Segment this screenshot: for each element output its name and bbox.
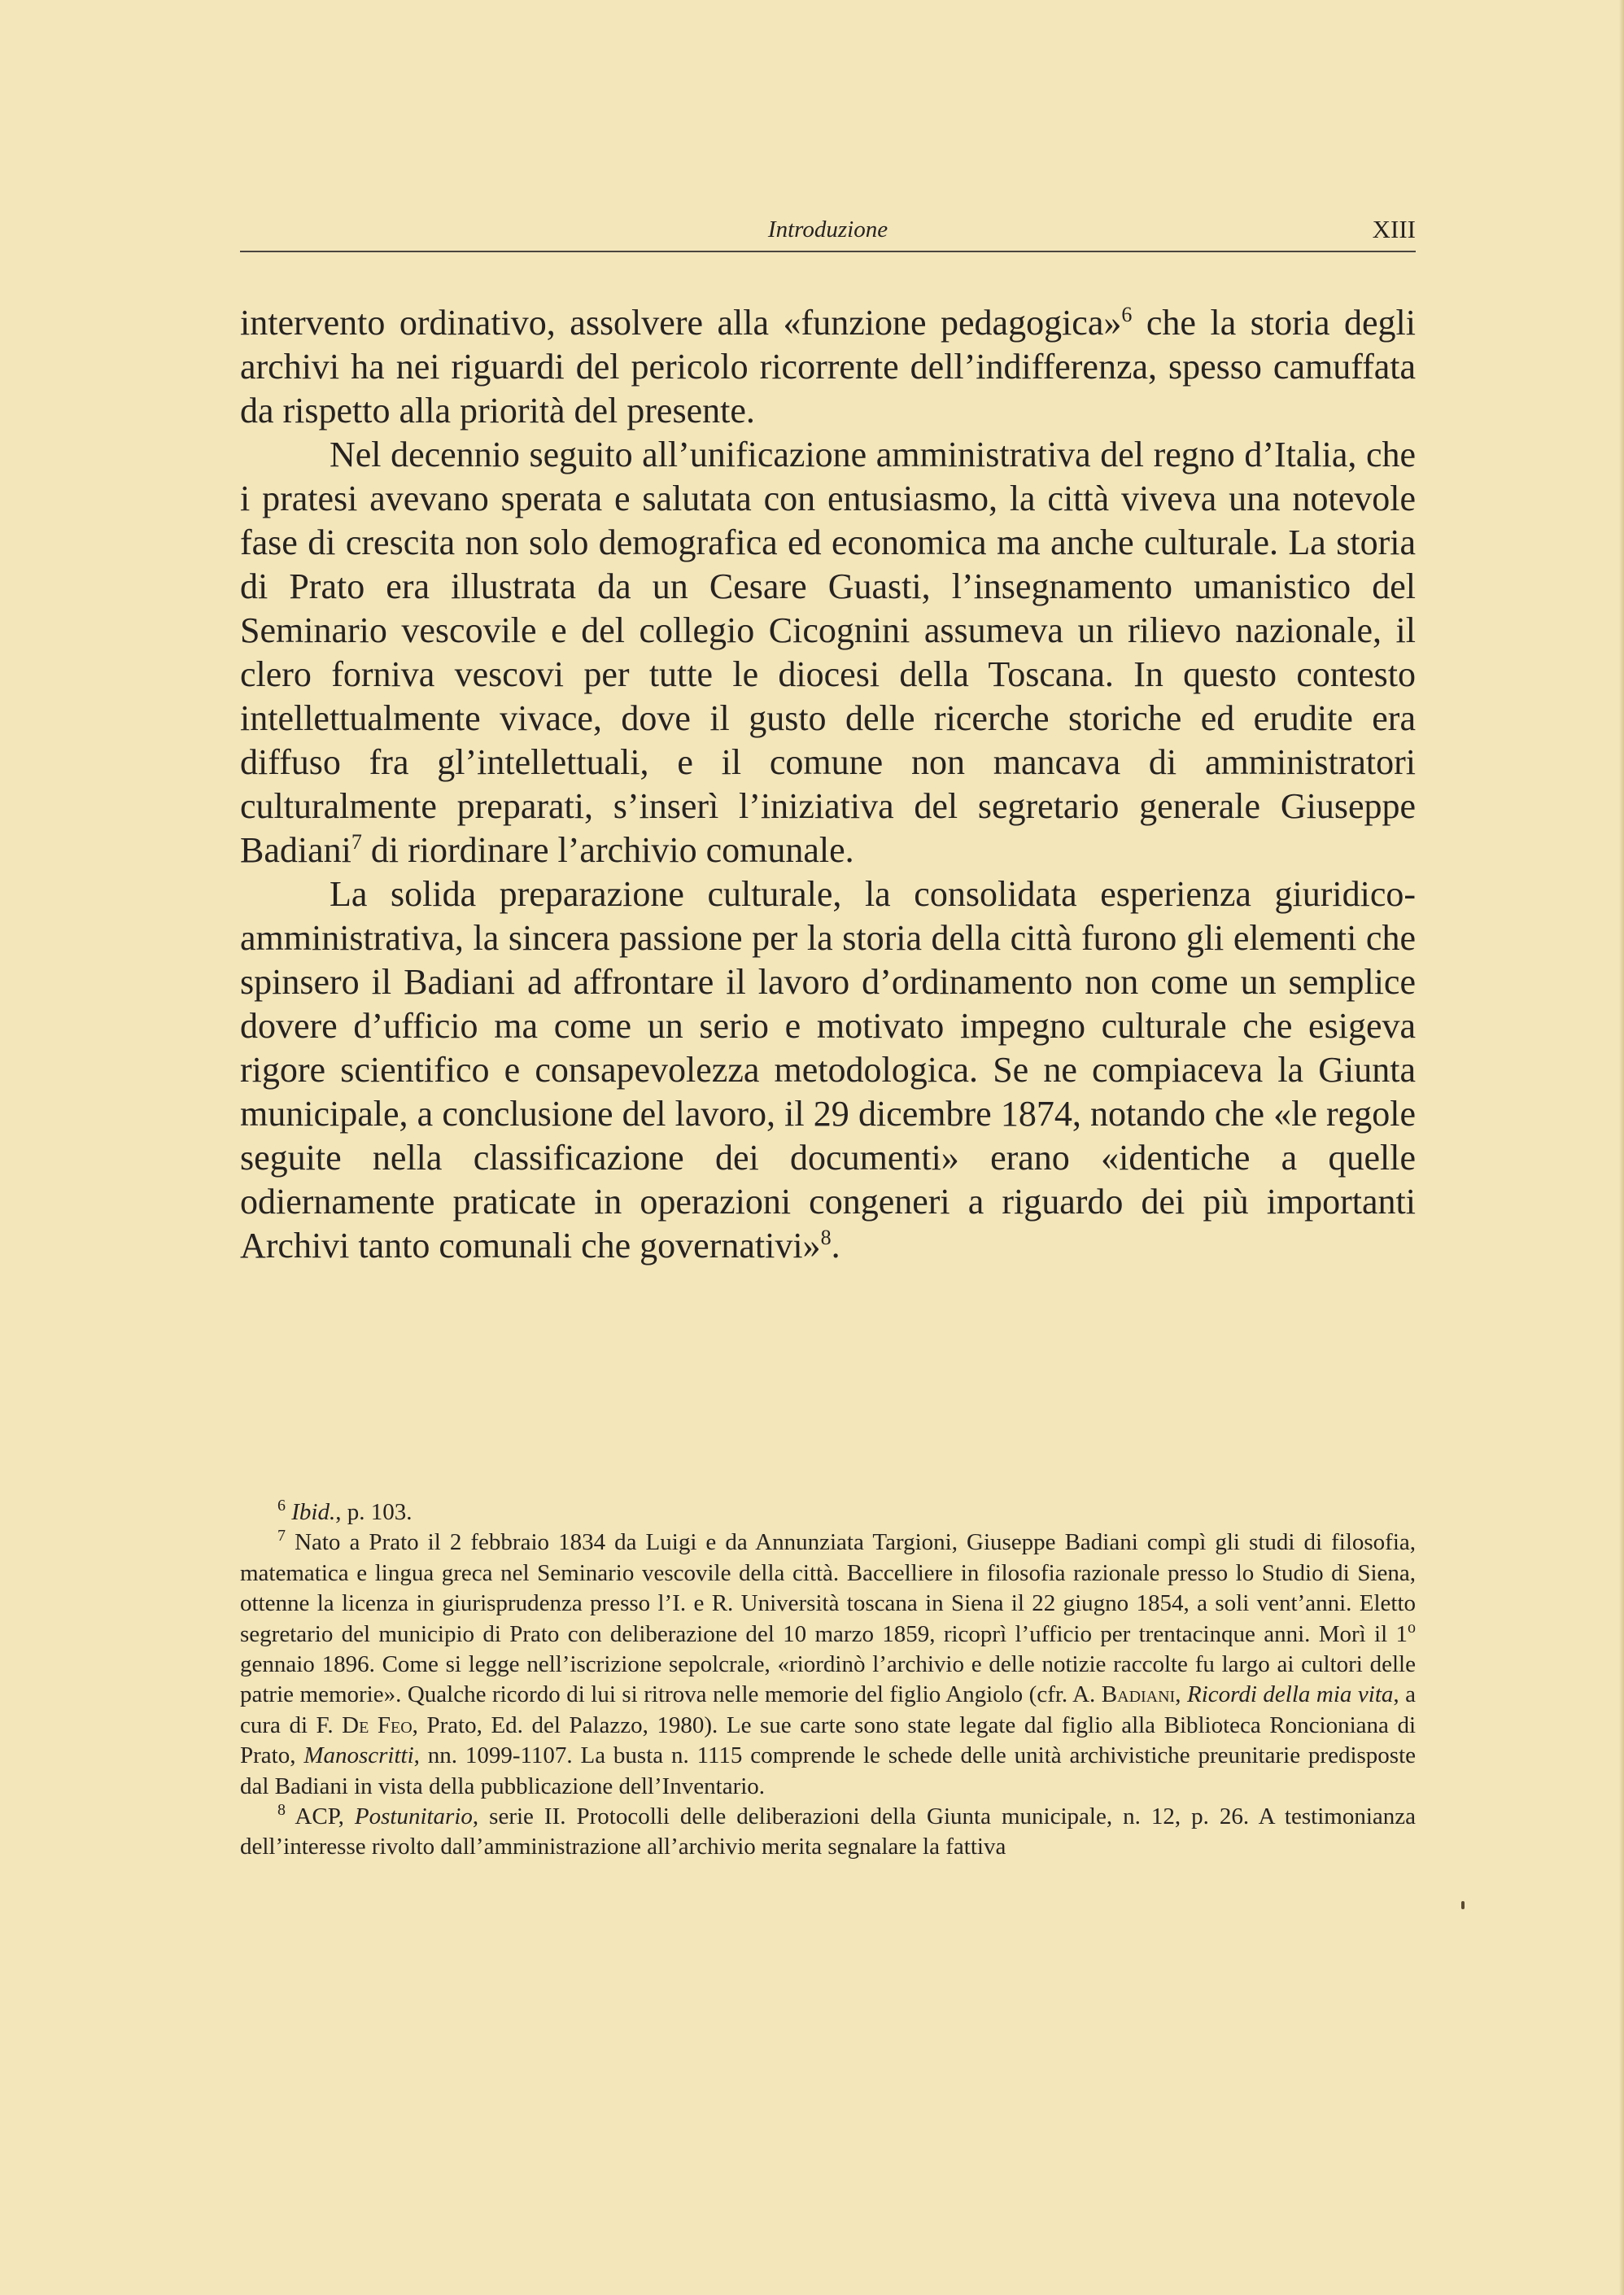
footnotes xyxy=(240,1497,1416,1863)
running-header xyxy=(240,213,1416,254)
footnote-ref-7[interactable]: 7 xyxy=(351,830,362,854)
paragraph-text: . xyxy=(831,1226,840,1266)
book-title: Ricordi della mia vita xyxy=(1186,1681,1394,1708)
footnote-7 xyxy=(240,1528,1416,1802)
ink-mark xyxy=(1461,1901,1465,1909)
paragraph-3 xyxy=(240,872,1416,1268)
main-text xyxy=(240,301,1416,1268)
footnote-text: Nato a Prato il 2 febbraio 1834 da Luigi e da Annunziata Targioni, Giuseppe Badiani compì gli studi di filosofia, matematica e lingua greca nel Seminario vescovile della città. Baccelliere in filosofia razionale presso lo Studio di Siena, ottenne la licenza in giurisprudenza presso l’I. e R. Università toscana in Siena il 22 giugno 1854, a soli vent’anni. Eletto segretario del municipio di Prato con deliberazione del 10 marzo 1859, ricoprì l’ufficio per trentacinque anni. Morì il 1 xyxy=(240,1529,1417,1647)
editor-name: De Feo xyxy=(342,1711,413,1738)
footnote-text: , a cura di F. xyxy=(240,1681,1416,1738)
running-title: Introduzione xyxy=(767,216,888,243)
paragraph-text: di riordinare l’archivio comunale. xyxy=(361,830,854,870)
footnote-number: 8 xyxy=(277,1801,286,1820)
footnote-text: , xyxy=(1175,1681,1187,1708)
footnote-ref-8[interactable]: 8 xyxy=(820,1226,832,1249)
paragraph-text: intervento ordinativo, assolvere alla «funzione pedagogica» xyxy=(240,303,1122,343)
footnote-text: gennaio 1896. Come si legge nell’iscrizione sepolcrale, «riordinò l’archivio e delle notizie raccolte fu largo ai cultori delle patrie memorie». Qualche ricordo di lui si ritrova nelle memorie del figlio Angiolo (cfr. A. xyxy=(240,1651,1416,1708)
ordinal-mark: o xyxy=(1408,1618,1416,1637)
paragraph-2 xyxy=(240,433,1416,872)
series-title: Postunitario xyxy=(354,1803,473,1830)
footnote-citation: Ibid. xyxy=(291,1499,336,1525)
page-number: XIII xyxy=(1372,215,1416,243)
footnote-number: 6 xyxy=(277,1497,286,1515)
page-edge xyxy=(1619,0,1624,2295)
footnote-text: , serie II. Protocolli delle deliberazioni della Giunta municipale, n. 12, p. 26. A testimonianza dell’interesse rivolto dall’amministrazione all’archivio merita segnalare la fattiva xyxy=(240,1803,1416,1860)
footnote-text: , nn. 1099-1107. La busta n. 1115 comprende le schede delle unità archivistiche preunitarie predisposte dal Badiani in vista della pubblicazione dell’Inventario. xyxy=(240,1742,1416,1799)
paragraph-1 xyxy=(240,301,1416,433)
paragraph-text: Nel decennio seguito all’unificazione amministrativa del regno d’Italia, che i pratesi avevano sperata e salutata con entusiasmo, la città viveva una notevole fase di crescita non solo demografica ed economica ma anche culturale. La storia di Prato era illustrata da un Cesare Guasti, l’insegnamento umanistico del Seminario vescovile e del collegio Cicognini assumeva un rilievo nazionale, il clero forniva vescovi per tutte le diocesi della Toscana. In questo contesto intellettualmente vivace, dove il gusto delle ricerche storiche ed erudite era diffuso fra gl’intellettuali, e il comune non mancava di amministratori culturalmente preparati, s’inserì l’iniziativa del segretario generale Giuseppe Badiani xyxy=(240,435,1416,870)
footnote-text: , p. 103. xyxy=(335,1499,413,1525)
footnote-ref-6[interactable]: 6 xyxy=(1121,303,1133,326)
footnote-6 xyxy=(240,1497,1416,1528)
collection-title: Manoscritti xyxy=(303,1742,414,1769)
paragraph-text: che la storia degli archivi ha nei riguardi del pericolo ricorrente dell’indifferenza, spesso camuffata da rispetto alla priorità del presente. xyxy=(240,303,1416,431)
footnote-number: 7 xyxy=(277,1527,286,1545)
author-name: Badiani xyxy=(1101,1681,1176,1708)
paragraph-text: La solida preparazione culturale, la consolidata esperienza giuridico-amministrativa, la sincera passione per la storia della città furono gli elementi che spinsero il Badiani ad affrontare il lavoro d’ordinamento non come un semplice dovere d’ufficio ma come un serio e motivato impegno culturale che esigeva rigore scientifico e consapevolezza metodologica. Se ne compiaceva la Giunta municipale, a conclusione del lavoro, il 29 dicembre 1874, notando che «le regole seguite nella classificazione dei documenti» erano «identiche a quelle odiernamente praticate in operazioni congeneri a riguardo dei più importanti Archivi tanto comunali che governativi» xyxy=(240,874,1416,1266)
header-rule xyxy=(240,251,1416,252)
footnote-text: , Prato, Ed. del Palazzo, 1980). Le sue carte sono state legate dal figlio alla Biblioteca Roncioniana di Prato, xyxy=(240,1711,1416,1769)
footnote-8 xyxy=(240,1802,1416,1863)
footnote-text: ACP, xyxy=(295,1803,355,1830)
